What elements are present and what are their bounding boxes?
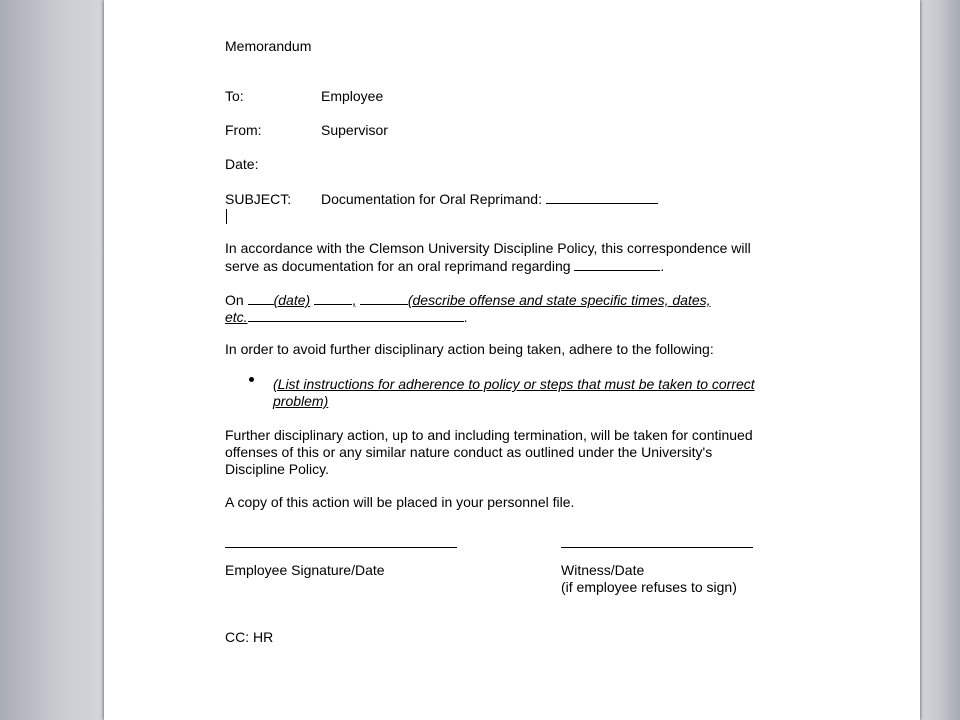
date-label: Date: xyxy=(225,156,259,172)
para1-line2 xyxy=(225,257,664,275)
employee-signature-line xyxy=(225,546,457,548)
cc-line: CC: HR xyxy=(225,629,274,645)
to-row xyxy=(225,88,383,105)
memo-heading: Memorandum xyxy=(225,38,312,54)
para4-line2: offenses of this or any similar nature conduct as outlined under the University's xyxy=(225,444,713,460)
on-blank-4 xyxy=(248,308,464,322)
witness-label: Witness/Date xyxy=(561,562,645,578)
from-value: Supervisor xyxy=(321,122,388,138)
subject-blank xyxy=(546,190,658,204)
para1-line1: In accordance with the Clemson University Discipline Policy, this correspondence will xyxy=(225,240,751,256)
on-line1 xyxy=(225,291,711,309)
subject-value: Documentation for Oral Reprimand: xyxy=(321,191,542,207)
on-line2 xyxy=(225,308,467,326)
subject-label: SUBJECT: xyxy=(225,191,292,207)
document-page[interactable] xyxy=(104,0,920,720)
on-blank-1 xyxy=(248,291,274,305)
from-label: From: xyxy=(225,122,262,138)
on-describe-line1: (describe offense and state specific times, dates, xyxy=(407,292,711,308)
para3: In order to avoid further disciplinary action being taken, adhere to the following: xyxy=(225,341,714,357)
bullet-text-1: (List instructions for adherence to policy or steps that must be taken to correct xyxy=(273,376,755,392)
date-row xyxy=(225,156,321,173)
bullet-line1 xyxy=(273,376,755,393)
on-date: (date) xyxy=(273,292,311,308)
from-row xyxy=(225,122,388,139)
bullet-icon xyxy=(249,377,254,382)
regarding-blank xyxy=(574,257,660,271)
para1-line2-text: serve as documentation for an oral reprimand regarding xyxy=(225,258,571,274)
witness-note: (if employee refuses to sign) xyxy=(561,579,737,595)
para1-period: . xyxy=(660,258,665,274)
to-label: To: xyxy=(225,88,244,104)
witness-signature-line xyxy=(561,546,753,548)
para5: A copy of this action will be placed in your personnel file. xyxy=(225,494,575,510)
para4-line3: Discipline Policy. xyxy=(225,461,329,477)
employee-signature-label: Employee Signature/Date xyxy=(225,562,385,578)
on-blank-3 xyxy=(360,291,408,305)
on-blank-2 xyxy=(314,291,352,305)
bullet-line2 xyxy=(273,393,328,410)
para4-line1: Further disciplinary action, up to and including termination, will be taken for continued xyxy=(225,427,753,443)
subject-row xyxy=(225,190,658,208)
on-describe-line2: etc. xyxy=(225,309,248,325)
on-comma: , xyxy=(352,292,356,308)
to-value: Employee xyxy=(321,88,384,104)
text-cursor xyxy=(226,209,227,224)
on-period: . xyxy=(463,309,468,325)
on-prefix: On xyxy=(225,292,244,308)
bullet-text-2: problem) xyxy=(273,393,329,409)
